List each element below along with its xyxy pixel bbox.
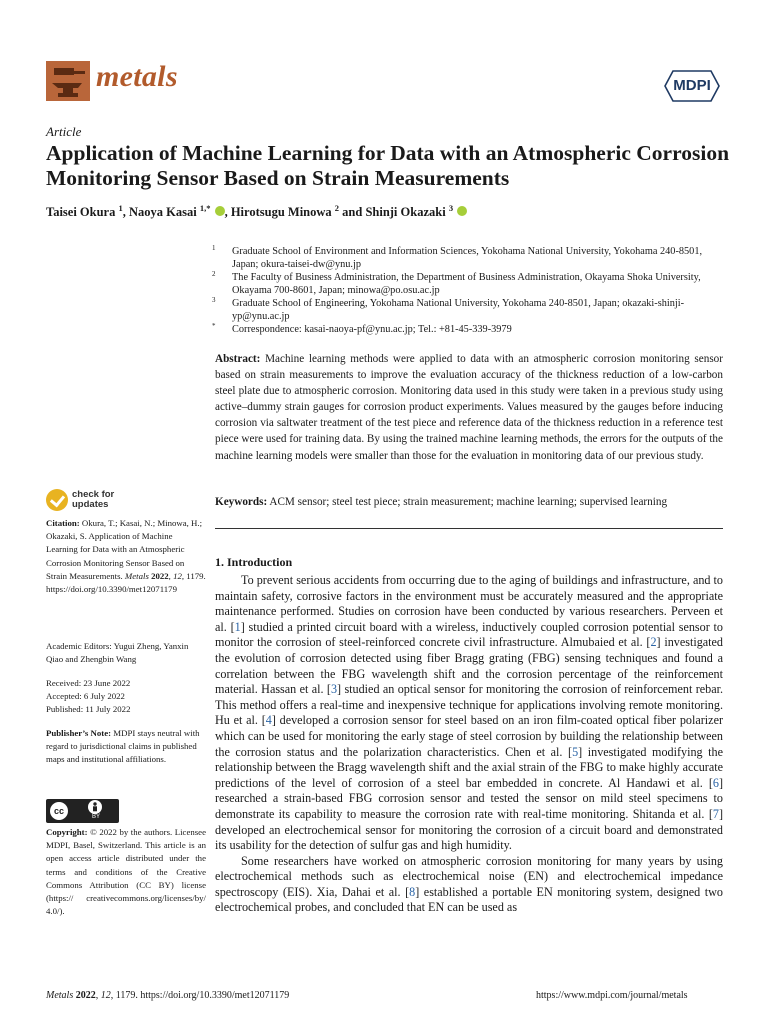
received-date: Received: 23 June 2022	[46, 678, 131, 688]
paragraph-text: ] developed an electrochemical sensor for monitoring the corrosion of a circuit board and demonstrated its usability for the detection of sulfur gas and high humidity.	[215, 806, 723, 853]
publishers-note	[46, 727, 206, 767]
abstract-text: Machine learning methods were applied to data with an atmospheric corrosion monitoring sensor based on strain measurements to improve the evaluation accuracy of the thickness reduction of a low-carbon steel plate due to atmospheric corrosion. Monitoring data used in this study were taken in a previous study using active–dummy strain gauges for corrosion product experiments. Values measured by the gauges before inducing corrosion via saltwater treatment of the test piece and reference data of the thickness reduction in a reference test piece were used for training data. By using the trained machine learning methods, the errors for the outputs of the machine learning models were smaller than those for the evaluation in monitoring data of our previous study.	[215, 353, 724, 462]
copyright-text: © 2022 by the authors. Licensee MDPI, Basel, Switzerland. This article is an open access article distributed under the terms and conditions of the Creative Commons Attribution (CC BY) license (https:// creativecommons.org/licenses/by/ 4.0/).	[46, 827, 206, 917]
keywords	[215, 494, 723, 510]
paper-title: Application of Machine Learning for Data with an Atmospheric Corrosion Monitoring Sensor Based on Strain Measurements	[46, 141, 730, 190]
footer-journal-url[interactable]: https://www.mdpi.com/journal/metals	[536, 990, 688, 1001]
introduction-body	[215, 573, 723, 916]
citation-year: 2022	[151, 570, 169, 581]
check-updates-label	[72, 490, 114, 510]
pubnote-text: MDPI stays neutral with regard to jurisdictional claims in published maps and institutional affiliations.	[46, 728, 200, 765]
pubnote-label: Publisher’s Note:	[46, 728, 112, 738]
affiliation-text: Graduate School of Engineering, Yokohama National University, Yokohama 240-8501, Japan; okazaki-shinji-yp@ynu.ac.jp	[232, 298, 685, 322]
section-divider	[215, 528, 723, 529]
author-affil-mark: 3	[448, 203, 454, 213]
author-separator: and	[339, 205, 366, 220]
check-updates-line2: updates	[72, 499, 109, 510]
reference-link[interactable]: 6	[712, 775, 719, 790]
citation-block: Citation: Okura, T.; Kasai, N.; Minowa, H.; Okazaki, S. Application of Machine Learning for Data with an Atmospheric Corrosion Monitoring Sensor Based on Strain Measurements. Metals 2022, 12, 1179. https://doi.org/10.3390/met12071179	[46, 518, 206, 595]
academic-editors: Academic Editors: Yugui Zheng, Yanxin Qiao and Zhengbin Wang	[46, 641, 189, 665]
paragraph-text: Some researchers have worked on atmospheric corrosion monitoring for many years by using electrochemical methods such as electrochemical noise (EN) and electrochemical impedance spectroscopy (EIS). Xia, Dahai et al. [	[215, 853, 723, 899]
affiliation-item	[212, 245, 727, 271]
footer-journal: Metals	[46, 990, 74, 1001]
paragraph-text: ] developed a corrosion sensor for steel based on an iron film-coated optical fiber polarizer which can be used for monitoring the early stage of steel corrosion by building the relationship between the corrosion status and the polarization characteristics. Chen et al. [	[215, 713, 723, 759]
cc-by-label: BY	[92, 814, 101, 820]
paragraph-text: ] investigated the evolution of corrosion detected using fiber Bragg grating (FBG) sensing techniques and found a correlation between the FBG wavelength shift and the corrosion percentage of the reinforcement material. Hassan et al. [	[215, 635, 723, 697]
abstract	[215, 351, 723, 464]
reference-link[interactable]: 7	[712, 806, 719, 821]
author-separator: ,	[122, 205, 129, 220]
orcid-icon[interactable]	[457, 206, 467, 216]
author-list	[46, 203, 736, 220]
publication-dates	[46, 677, 206, 717]
journal-name[interactable]: metals	[96, 60, 178, 93]
author-affil-mark: 1	[118, 203, 123, 213]
cc-icon: cc	[50, 802, 68, 820]
journal-logo-icon	[46, 61, 90, 101]
check-updates-icon	[46, 489, 68, 511]
footer-year: 2022	[75, 990, 96, 1001]
citation-label: Citation:	[46, 518, 80, 528]
affiliation-item	[212, 323, 727, 336]
author-name[interactable]: Shinji Okazaki	[365, 205, 446, 220]
affiliation-mark: 2	[212, 270, 216, 278]
paragraph	[215, 573, 723, 854]
affiliation-mark: *	[212, 322, 216, 330]
author-separator: ,	[224, 205, 231, 220]
paragraph-text: To prevent serious accidents from occurring due to the aging of buildings and infrastructure, and to maintain safety, corrosive factors in the environment must be accurately measured and the appropriate maintenance performed. Studies on corrosion have been conducted by various researchers. Perveen et al. [	[215, 573, 723, 634]
article-type: Article	[46, 124, 82, 139]
author-affil-mark: 2	[334, 203, 340, 213]
copyright-label: Copyright:	[46, 827, 88, 837]
paragraph-text: ] investigated modifying the relationship between the Bragg wavelength shift and the axial strain of the FBG to make highly accurate predictions of the level of corrosion of a steel bar embedded in concrete. Al Handawi et al. [	[215, 744, 723, 790]
reference-link[interactable]: 1	[234, 619, 241, 634]
mdpi-logo[interactable]	[663, 69, 721, 103]
reference-link[interactable]: 8	[409, 884, 416, 899]
paragraph-text: ] established a portable EN monitoring system, designed two electrochemical probes, and concluded that EN can be used as	[215, 884, 723, 915]
paragraph-text: ] studied a printed circuit board with a wireless, inductively coupled corrosion potential sensor to monitor the corrosion of steel-reinforced concrete civil infrastructure. Almubaied et al. [	[215, 619, 723, 650]
published-date: Published: 11 July 2022	[46, 704, 131, 715]
keywords-text: ACM sensor; steel test piece; strain measurement; machine learning; supervised learning	[269, 496, 668, 508]
author-name[interactable]: Naoya Kasai	[128, 205, 197, 220]
check-updates-line1: check for	[72, 489, 115, 500]
reference-link[interactable]: 2	[650, 635, 657, 650]
citation-journal: Metals	[124, 570, 149, 581]
orcid-icon[interactable]	[215, 206, 225, 216]
reference-link[interactable]: 5	[572, 744, 579, 759]
abstract-label: Abstract:	[215, 353, 261, 365]
affiliation-text: The Faculty of Business Administration, the Department of Business Administration, Okayama Shoka University, Okayama 700-8601, Japan; minowa@po.osu.ac.jp	[232, 272, 701, 296]
affiliation-mark: 1	[212, 244, 216, 252]
check-for-updates-button[interactable]	[46, 489, 146, 513]
correspondence-text: Correspondence: kasai-naoya-pf@ynu.ac.jp; Tel.: +81-45-339-3979	[232, 324, 512, 335]
affiliation-text: Graduate School of Environment and Information Sciences, Yokohama National University, Yokohama 240-8501, Japan; okura-taisei-dw@ynu.jp	[232, 246, 703, 270]
author-name[interactable]: Taisei Okura	[46, 205, 116, 220]
affiliations	[212, 245, 727, 336]
reference-link[interactable]: 4	[265, 713, 272, 728]
affiliation-item	[212, 271, 727, 297]
citation-volume: 12	[173, 570, 182, 581]
paragraph-text: ] researched a strain-based FBG corrosion sensor and tested the sensor on mild steel specimens to demonstrate its capability to measure the corrosion rate with real-time monitoring. Shitanda et al. [	[215, 775, 723, 821]
paragraph-text: ] studied an optical sensor for monitoring the corrosion of reinforcement rebar. This method offers a real-time and inexpensive technique for applications involving remote monitoring. Hu et al. [	[215, 682, 723, 728]
footer-doi-link[interactable]: , 1179. https://doi.org/10.3390/met12071179	[110, 990, 290, 1001]
paragraph	[215, 854, 723, 916]
cc-by-license-badge[interactable]	[46, 799, 119, 823]
author-name[interactable]: Hirotsugu Minowa	[230, 205, 332, 220]
footer-citation: Metals 2022, 12, 1179. https://doi.org/10.3390/met12071179	[46, 990, 290, 1001]
mdpi-label: MDPI	[673, 77, 711, 94]
affiliation-item	[212, 297, 727, 323]
person-icon	[88, 800, 102, 814]
accepted-date: Accepted: 6 July 2022	[46, 691, 125, 702]
affiliation-mark: 3	[212, 296, 216, 304]
citation-doi-link[interactable]: , 1179. https://doi.org/10.3390/met12071179	[46, 570, 206, 595]
reference-link[interactable]: 3	[330, 682, 338, 697]
keywords-label: Keywords:	[215, 496, 268, 508]
section-heading: 1. Introduction	[215, 555, 293, 569]
citation-text: Okura, T.; Kasai, N.; Minowa, H.; Okazaki, S. Application of Machine Learning for Data with an Atmospheric Corrosion Monitoring Sensor Based on Strain Measurements.	[46, 518, 203, 581]
author-affil-mark: 1,*	[199, 203, 211, 213]
footer-volume: 12	[100, 990, 111, 1001]
copyright-notice	[46, 826, 206, 918]
